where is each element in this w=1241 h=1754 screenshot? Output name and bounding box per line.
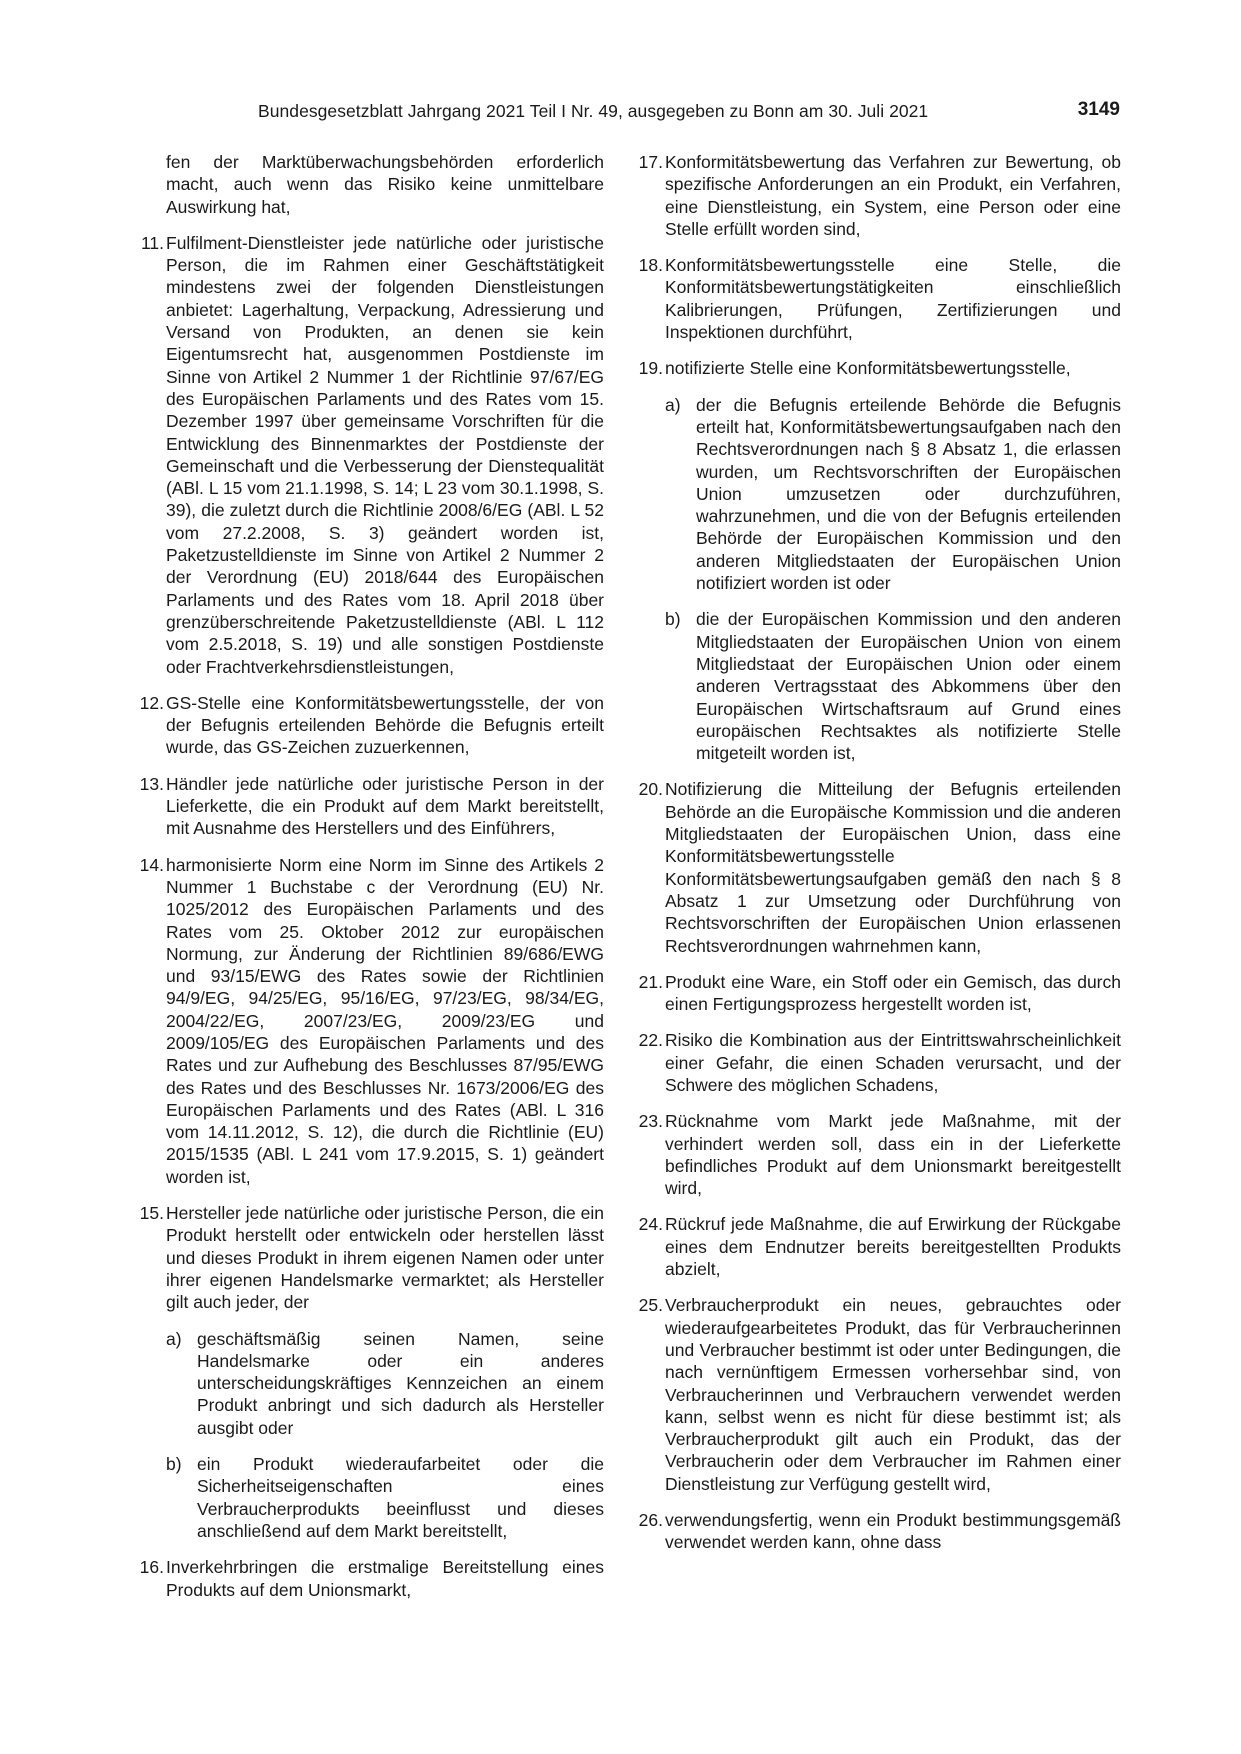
item-text: Notifizierung die Mitteilung der Befugnis erteilenden Behörde an die Europäische Kommission und die anderen Mitgliedstaaten der Europäischen Union, dass eine Konformitätsbewertungsstelle Konformitätsbewertungsaufgaben gemäß den nach § 8 Absatz 1 zur Umsetzung oder Durchführung von Rechtsvorschriften der Europäischen Union erlassenen Rechtsverordnungen wahrnehmen kann, bbox=[665, 779, 1121, 956]
definition-item-21 bbox=[630, 971, 1121, 1016]
item-number: 25. bbox=[638, 1295, 663, 1316]
sub-item-letter: a) bbox=[665, 394, 681, 415]
item-number: 14. bbox=[139, 854, 164, 875]
item-number: 11. bbox=[140, 232, 164, 253]
definition-item-12 bbox=[131, 692, 604, 759]
definition-item-19 bbox=[630, 357, 1121, 379]
item-number: 26. bbox=[638, 1510, 663, 1531]
item-number: 17. bbox=[638, 152, 663, 172]
item-number: 21. bbox=[638, 971, 663, 992]
item-number: 20. bbox=[638, 779, 663, 800]
sub-item-text: die der Europäischen Kommission und den anderen Mitgliedstaaten der Europäischen Union von einem Mitgliedstaat der Europäischen Union oder einem anderen Vertragsstaat des Abkommens über den Europäischen Wirtschaftsraum auf Grund eines europäischen Rechtsaktes als notifizierte Stelle mitgeteilt worden ist, bbox=[696, 609, 1121, 764]
sub-item-letter: b) bbox=[665, 609, 681, 630]
definition-item-16 bbox=[131, 1556, 604, 1601]
item-text: Produkt eine Ware, ein Stoff oder ein Gemisch, das durch einen Fertigungsprozess hergestellt worden ist, bbox=[665, 971, 1121, 1015]
sub-item-19a bbox=[665, 394, 1121, 595]
definition-item-18 bbox=[630, 254, 1121, 343]
item-text: Verbraucherprodukt ein neues, gebrauchtes oder wiederaufgearbeitetes Produkt, das für Verbraucherinnen und Verbraucher bestimmt ist oder unter Bedingungen, die nach vernünftigem Ermessen vorhersehbar sind, von Verbraucherinnen und Verbrauchern verwendet werden kann, selbst wenn es nicht für diese bestimmt ist; als Verbraucherprodukt gilt auch ein Produkt, das der Verbraucherin oder dem Verbraucher im Rahmen einer Dienstleistung zur Verfügung gestellt wird, bbox=[665, 1295, 1121, 1494]
left-column bbox=[131, 151, 604, 1615]
item-text: notifizierte Stelle eine Konformitätsbewertungsstelle, bbox=[665, 358, 1071, 379]
definition-item-17 bbox=[630, 151, 1121, 240]
item-text: Inverkehrbringen die erstmalige Bereitstellung eines Produkts auf dem Unionsmarkt, bbox=[166, 1557, 604, 1600]
item-number: 13. bbox=[139, 773, 164, 794]
item-text: Risiko die Kombination aus der Eintrittswahrscheinlichkeit einer Gefahr, die einen Schaden verursacht, und der Schwere des möglichen Schadens, bbox=[665, 1030, 1121, 1095]
item-text: Rückruf jede Maßnahme, die auf Erwirkung der Rückgabe eines dem Endnutzer bereits bereitgestellten Produkts abzielt, bbox=[665, 1214, 1121, 1280]
item-number: 22. bbox=[638, 1030, 663, 1051]
item-text: GS-Stelle eine Konformitätsbewertungsstelle, der von der Befugnis erteilenden Behörde die Befugnis erteilt wurde, das GS-Zeichen zuzuerkennen, bbox=[166, 692, 604, 758]
item-number: 15. bbox=[139, 1203, 164, 1224]
continuation-text: fen der Marktüberwachungsbehörden erforderlich macht, auch wenn das Risiko keine unmittelbare Auswirkung hat, bbox=[166, 152, 604, 217]
definition-item-25 bbox=[630, 1294, 1121, 1495]
right-column bbox=[630, 151, 1121, 1568]
item-number: 23. bbox=[638, 1111, 663, 1132]
sub-item-15a bbox=[166, 1328, 604, 1439]
item-text: Hersteller jede natürliche oder juristische Person, die ein Produkt herstellt oder entwickeln oder herstellen lässt und dieses Produkt in ihrem eigenen Namen oder unter ihrer eigenen Handelsmarke vermarktet; als Hersteller gilt auch jeder, der bbox=[166, 1203, 604, 1313]
definition-item-14 bbox=[131, 854, 604, 1188]
definition-item-13 bbox=[131, 773, 604, 840]
item-number: 19. bbox=[638, 358, 663, 379]
page-header bbox=[258, 99, 1120, 127]
item-text: Rücknahme vom Markt jede Maßnahme, mit der verhindert werden soll, dass ein in der Lieferkette befindliches Produkt auf dem Unionsmarkt bereitgestellt wird, bbox=[665, 1111, 1121, 1199]
item-number: 12. bbox=[139, 692, 164, 713]
sub-item-letter: a) bbox=[166, 1328, 182, 1349]
item-text: Konformitätsbewertung das Verfahren zur Bewertung, ob spezifische Anforderungen an ein Produkt, ein Verfahren, eine Dienstleistung, ein System, eine Person oder eine Stelle erfüllt worden sind, bbox=[665, 152, 1121, 239]
sub-item-letter: b) bbox=[166, 1454, 182, 1475]
definition-item-26 bbox=[630, 1509, 1121, 1554]
sub-item-text: geschäftsmäßig seinen Namen, seine Handelsmarke oder ein anderes unterscheidungskräftiges Kennzeichen an einem Produkt anbringt und sich dadurch als Hersteller ausgibt oder bbox=[197, 1328, 604, 1438]
definition-item-11 bbox=[131, 232, 604, 678]
header-title: Bundesgesetzblatt Jahrgang 2021 Teil I Nr. 49, ausgegeben zu Bonn am 30. Juli 2021 bbox=[258, 101, 929, 121]
item-number: 24. bbox=[638, 1214, 663, 1235]
sub-item-text: ein Produkt wiederaufarbeitet oder die Sicherheitseigenschaften eines Verbraucherprodukts beeinflusst und dieses anschließend auf dem Markt bereitstellt, bbox=[197, 1454, 604, 1541]
sub-item-text: der die Befugnis erteilende Behörde die Befugnis erteilt hat, Konformitätsbewertungsaufgaben nach den Rechtsverordnungen nach § 8 Absatz 1, die erlassen wurden, um Rechtsvorschriften der Europäischen Union umzusetzen oder durchzuführen, wahrzunehmen, und die von der Befugnis erteilenden Behörde der Europäischen Kommission und den anderen Mitgliedstaaten der Europäischen Union notifiziert worden ist oder bbox=[696, 394, 1121, 594]
sub-item-19b bbox=[665, 608, 1121, 764]
item-number: 18. bbox=[638, 255, 663, 276]
definition-item-20 bbox=[630, 778, 1121, 956]
item-text: Händler jede natürliche oder juristische Person in der Lieferkette, die ein Produkt auf dem Markt bereitstellt, mit Ausnahme des Herstellers und des Einführers, bbox=[166, 773, 604, 839]
definition-item-15 bbox=[131, 1202, 604, 1313]
sub-item-15b bbox=[166, 1453, 604, 1542]
item-text: harmonisierte Norm eine Norm im Sinne des Artikels 2 Nummer 1 Buchstabe c der Verordnung (EU) Nr. 1025/2012 des Europäischen Parlaments und des Rates vom 25. Oktober 2012 zur europäischen Normung, zur Änderung der Richtlinien 89/686/EWG und 93/15/EWG des Rates sowie der Richtlinien 94/9/EG, 94/25/EG, 95/16/EG, 97/23/EG, 98/34/EG, 2004/22/EG, 2007/23/EG, 2009/23/EG und 2009/105/EG des Europäischen Parlaments und des Rates und zur Aufhebung des Beschlusses 87/95/EWG des Rates und des Beschlusses Nr. 1673/2006/EG des Europäischen Parlaments und des Rates (ABl. L 316 vom 14.11.2012, S. 12), die durch die Richtlinie (EU) 2015/1535 (ABl. L 241 vom 17.9.2015, S. 1) geändert worden ist, bbox=[166, 854, 604, 1187]
item-text: verwendungsfertig, wenn ein Produkt bestimmungsgemäß verwendet werden kann, ohne dass bbox=[665, 1510, 1121, 1553]
definition-item-23 bbox=[630, 1110, 1121, 1199]
item-text: Konformitätsbewertungsstelle eine Stelle, die Konformitätsbewertungstätigkeiten einschließlich Kalibrierungen, Prüfungen, Zertifizierungen und Inspektionen durchführt, bbox=[665, 255, 1121, 343]
item-text: Fulfilment-Dienstleister jede natürliche oder juristische Person, die im Rahmen einer Geschäftstätigkeit mindestens zwei der folgenden Dienstleistungen anbietet: Lagerhaltung, Verpackung, Adressierung und Versand von Produkten, an denen sie kein Eigentumsrecht hat, ausgenommen Postdienste im Sinne von Artikel 2 Nummer 1 der Richtlinie 97/67/EG des Europäischen Parlaments und des Rates vom 15. Dezember 1997 über gemeinsame Vorschriften für die Entwicklung des Binnenmarktes der Postdienste der Gemeinschaft und die Verbesserung der Dienstequalität (ABl. L 15 vom 21.1.1998, S. 14; L 23 vom 30.1.1998, S. 39), die zuletzt durch die Richtlinie 2008/6/EG (ABl. L 52 vom 27.2.2008, S. 3) geändert worden ist, Paketzustelldienste im Sinne von Artikel 2 Nummer 2 der Verordnung (EU) 2018/644 des Europäischen Parlaments und des Rates vom 18. April 2018 über grenzüberschreitende Paketzustelldienste (ABl. L 112 vom 2.5.2018, S. 19) und alle sonstigen Postdienste oder Frachtverkehrsdienstleistungen, bbox=[166, 232, 604, 677]
definition-item-22 bbox=[630, 1029, 1121, 1096]
page-number: 3149 bbox=[1077, 99, 1120, 120]
item-number: 16. bbox=[139, 1557, 164, 1578]
definition-item-24 bbox=[630, 1213, 1121, 1280]
